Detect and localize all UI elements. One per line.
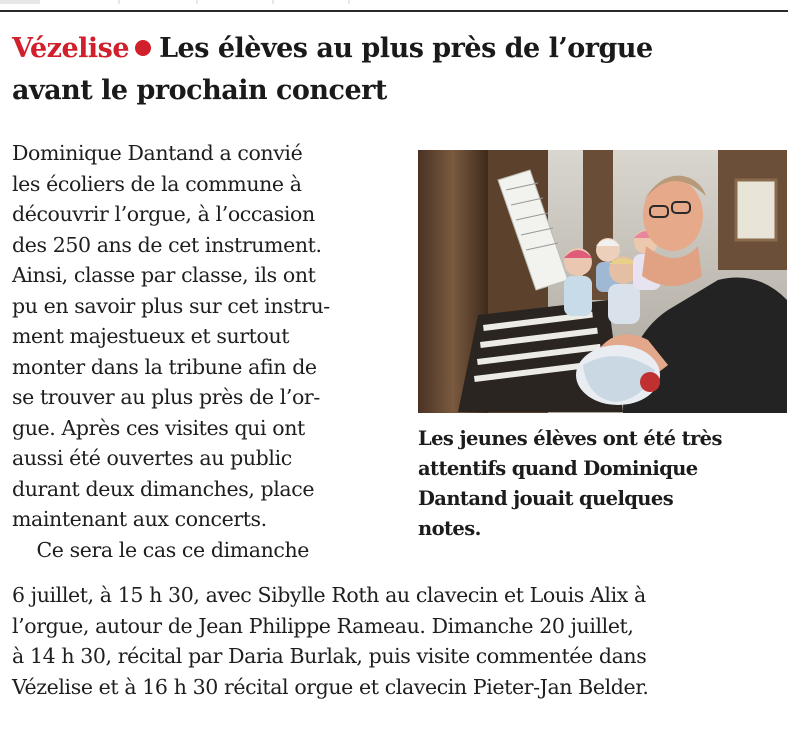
article-body-column — [12, 138, 412, 565]
location-kicker: Vézelise — [12, 33, 130, 64]
article-headline — [12, 28, 782, 112]
body-text-line: monter dans la tribune afin de — [12, 354, 317, 379]
header-rule — [0, 10, 788, 12]
organ-scene-illustration — [418, 150, 787, 413]
caption-line: notes. — [418, 517, 481, 540]
body-text-line: ment majestueux et surtout — [12, 324, 290, 348]
photo-caption — [418, 424, 783, 544]
body-text-line: des 250 ans de cet instrument. — [12, 232, 322, 257]
top-rule — [0, 0, 795, 12]
body-text-line: Ce sera le cas ce dimanche — [12, 537, 310, 562]
body-text-line: pu en savoir plus sur cet instru- — [12, 293, 330, 318]
body-text-line: durant deux dimanches, place — [12, 476, 315, 501]
headline-line-1: Les élèves au plus près de l’orgue — [159, 33, 653, 64]
body-text-line: Dominique Dantand a convié — [12, 141, 303, 165]
bullet-icon — [135, 40, 151, 56]
tab-strip-segment — [0, 0, 40, 4]
body-text-line: maintenant aux concerts. — [12, 507, 267, 531]
article-body-wide — [12, 580, 782, 702]
body-text-line: gue. Après ces visites qui ont — [12, 415, 305, 440]
article-photo — [418, 150, 787, 413]
body-text-line: Vézelise et à 16 h 30 récital orgue et clavecin Pieter-Jan Belder. — [12, 674, 649, 699]
body-text-line: à 14 h 30, récital par Daria Burlak, puis visite commentée dans — [12, 644, 647, 668]
body-text-line: se trouver au plus près de l’or- — [12, 385, 320, 409]
caption-line: attentifs quand Dominique — [418, 457, 698, 480]
caption-line: Les jeunes élèves ont été très — [418, 427, 722, 450]
body-text-line: découvrir l’orgue, à l’occasion — [12, 202, 315, 226]
tab-strip-divider — [348, 0, 350, 4]
tab-strip-divider — [196, 0, 198, 4]
caption-line: Dantand jouait quelques — [418, 487, 674, 510]
body-text-line: aussi été ouvertes au public — [12, 446, 292, 470]
tab-strip-divider — [272, 0, 274, 4]
body-text-line: Ainsi, classe par classe, ils ont — [12, 263, 316, 287]
body-text-line: l’orgue, autour de Jean Philippe Rameau. Dimanche 20 juillet, — [12, 613, 634, 638]
body-text-line: 6 juillet, à 15 h 30, avec Sibylle Roth au clavecin et Louis Alix à — [12, 583, 646, 607]
body-text-line: les écoliers de la commune à — [12, 171, 302, 196]
tab-strip-divider — [118, 0, 120, 4]
headline-line-2: avant le prochain concert — [12, 75, 387, 106]
